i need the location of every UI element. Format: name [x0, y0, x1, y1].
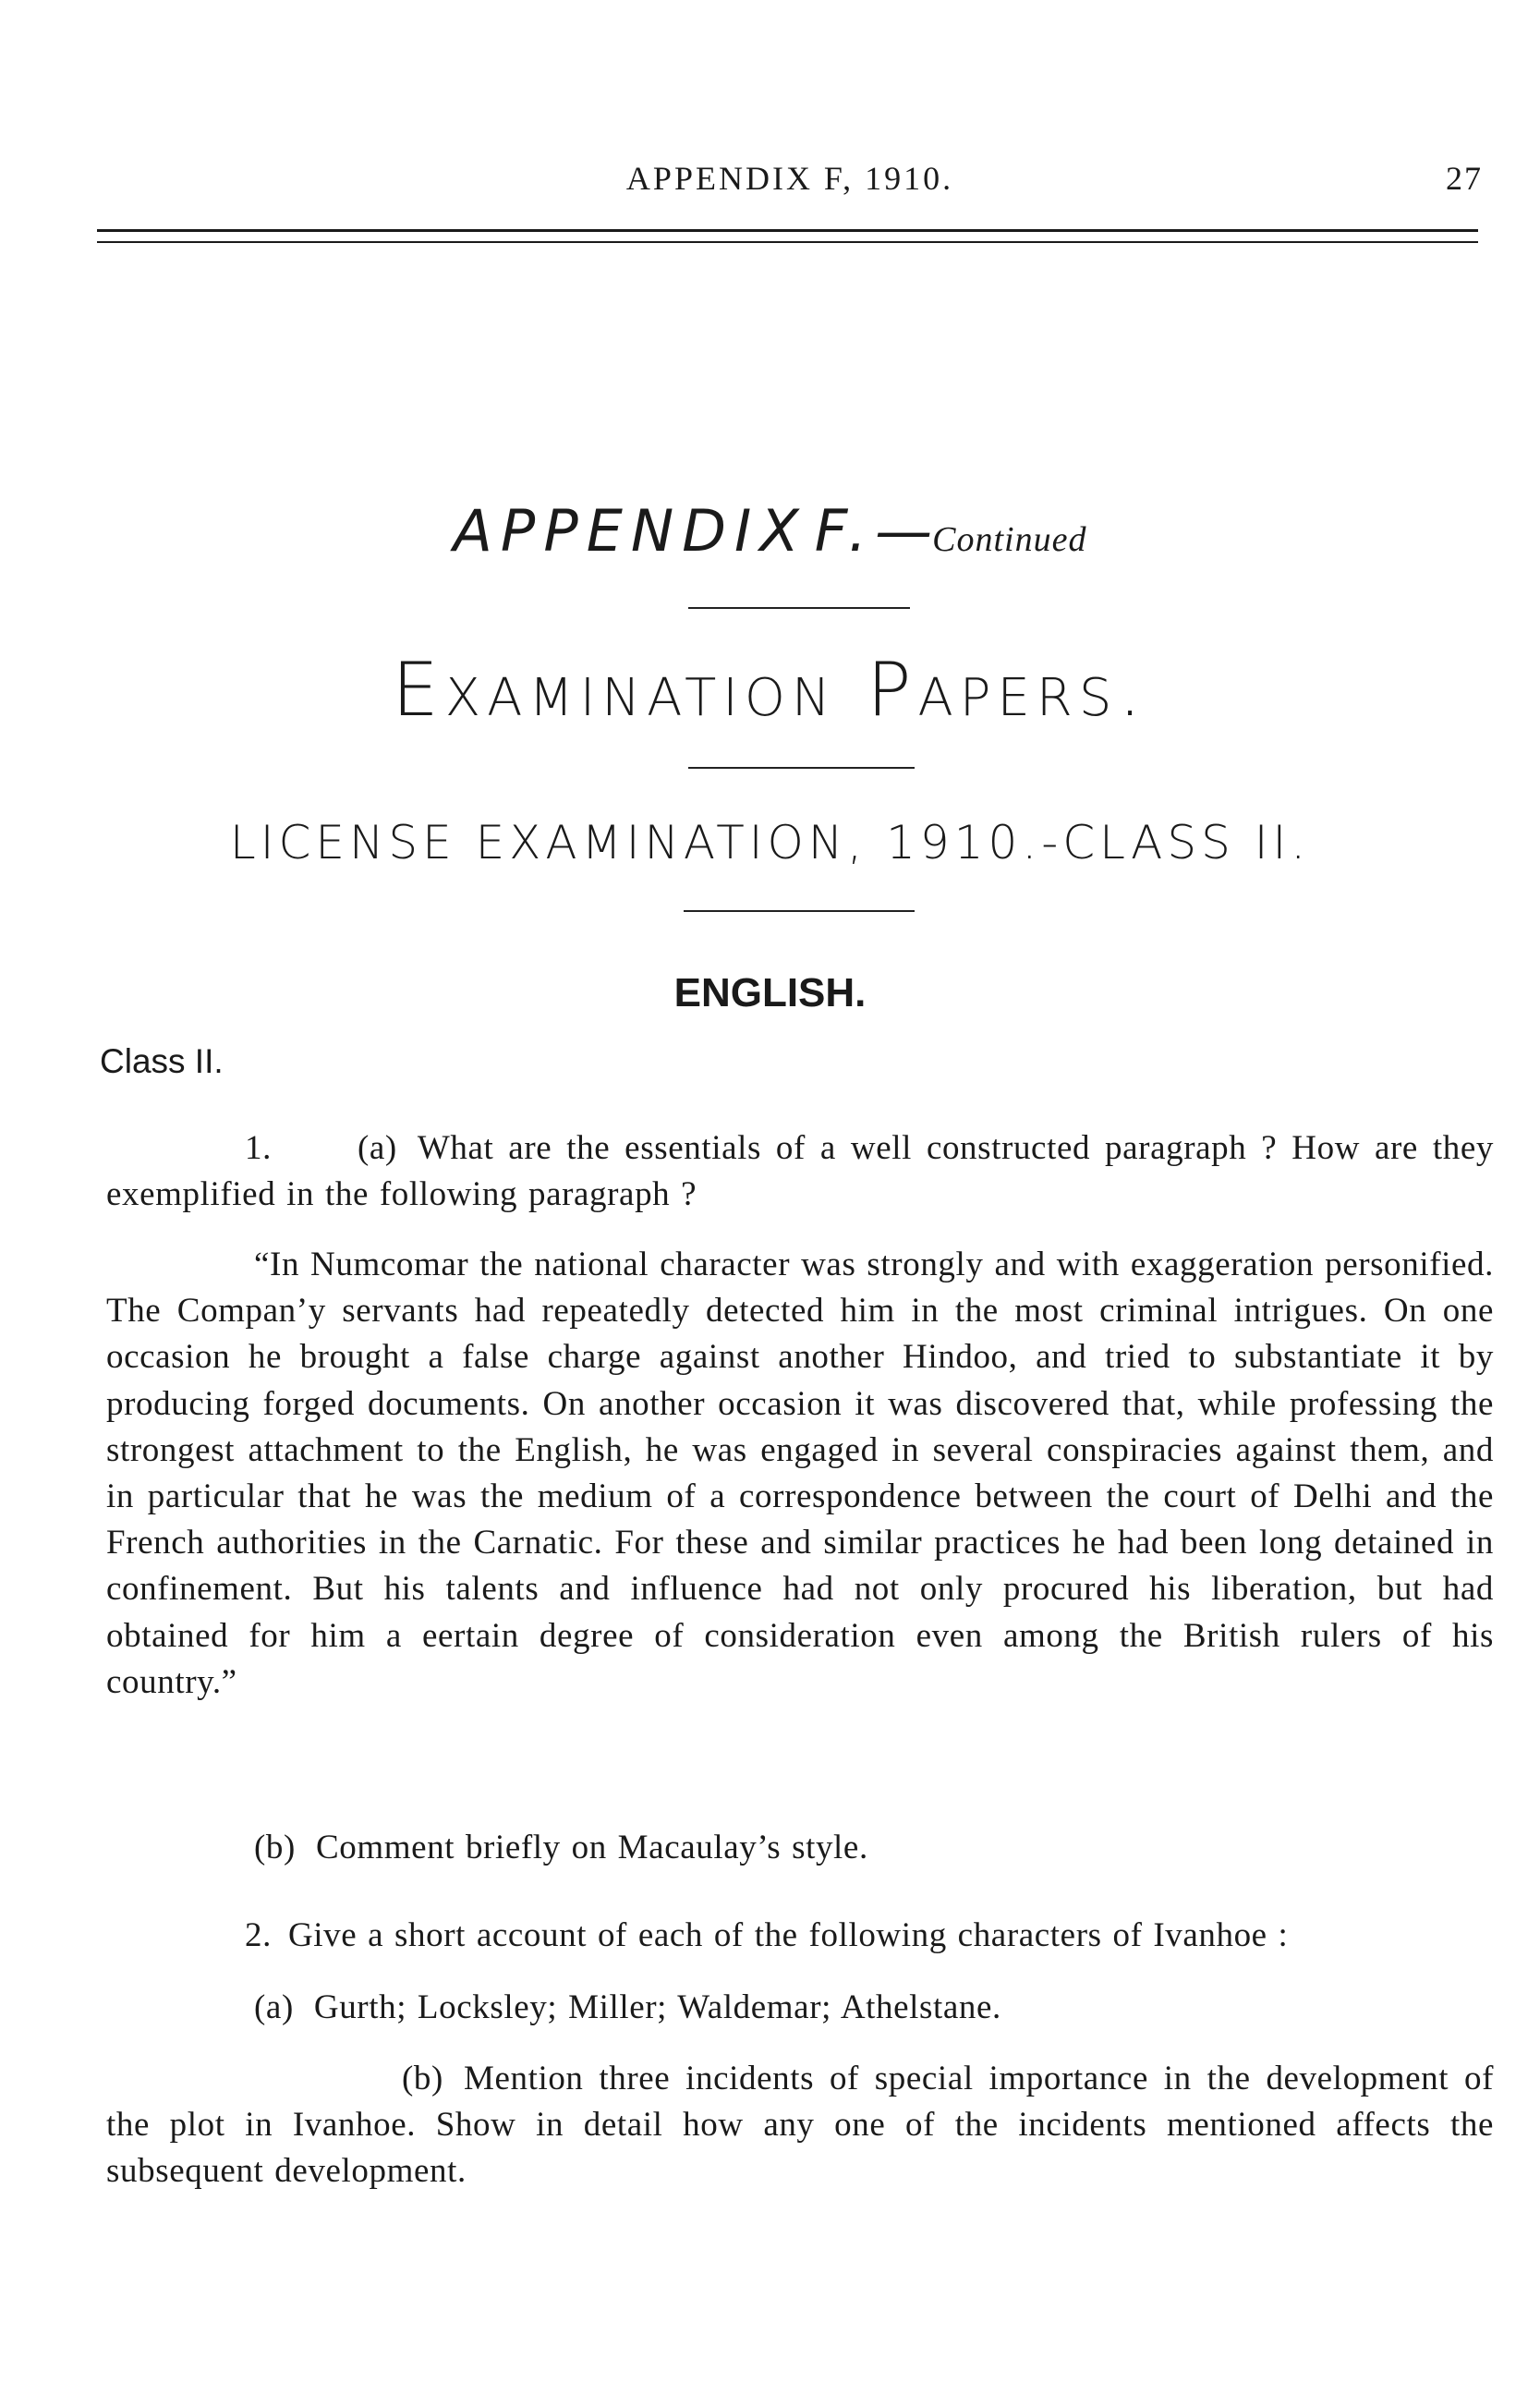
question-2: [106, 1913, 1494, 1959]
part-label: (b): [402, 2060, 443, 2097]
question-text: Give a short account of each of the following characters of Ivanhoe :: [287, 1916, 1289, 1954]
license-examination-title: LICENSE EXAMINATION, 1910.-CLASS II.: [229, 816, 1311, 869]
running-header: [97, 159, 1483, 205]
question-2b: [106, 2056, 1494, 2194]
subject-heading: ENGLISH.: [673, 970, 867, 1015]
examination-papers-title: Examination Papers.: [392, 647, 1148, 733]
class-label: Class II.: [100, 1042, 224, 1080]
title-divider: [688, 767, 915, 769]
header-double-rule: [97, 229, 1478, 243]
appendix-letter: F.: [814, 497, 876, 565]
part-label: (a): [357, 1129, 397, 1167]
question-1b: [106, 1825, 1540, 1871]
question-number: 2.: [245, 1916, 272, 1954]
question-number: 1.: [245, 1129, 272, 1167]
page-number: 27: [1446, 160, 1483, 197]
question-text: Gurth; Locksley; Miller; Waldemar; Athelstane.: [313, 1988, 1001, 2026]
part-label: (b): [254, 1829, 296, 1866]
appendix-dash: —: [875, 497, 933, 565]
title-divider: [684, 910, 915, 912]
question-1a: [106, 1125, 1494, 1218]
part-label: (a): [254, 1988, 294, 2026]
quoted-paragraph: “In Numcomar the national character was strongly and with exaggeration personified. The Compan’y servants had repeatedly detected him in the most criminal intrigues. On one occasion he brought a false charge against another Hindoo, and tried to substantiate it by producing forged documents. On another occasion it was discovered that, while professing the strongest attachment to the English, he was engaged in several conspiracies against them, and in particular that he was the medium of a correspondence between the court of Delhi and the French authorities in the Carnatic. For these and similar practices he had been long detained in confinement. But his talents and influence had not only procured his liberation, but had obtained for him a eertain degree of consideration even among the British rulers of his country.”: [106, 1246, 1494, 1701]
appendix-heading: [0, 497, 1540, 565]
running-title: APPENDIX F, 1910.: [625, 160, 954, 197]
appendix-word: APPENDIX: [453, 497, 807, 565]
question-2a: [106, 1985, 1540, 2031]
appendix-continued: Continued: [932, 520, 1087, 559]
title-divider: [688, 607, 910, 609]
question-text: Comment briefly on Macaulay’s style.: [315, 1829, 868, 1866]
question-text: What are the essentials of a well constructed paragraph ? How are they exemplified in the following paragraph ?: [106, 1129, 1494, 1213]
question-text: Mention three incidents of special importance in the development of the plot in Ivanhoe. Show in detail how any one of the incidents mentioned affects the subsequent development.: [106, 2060, 1494, 2190]
